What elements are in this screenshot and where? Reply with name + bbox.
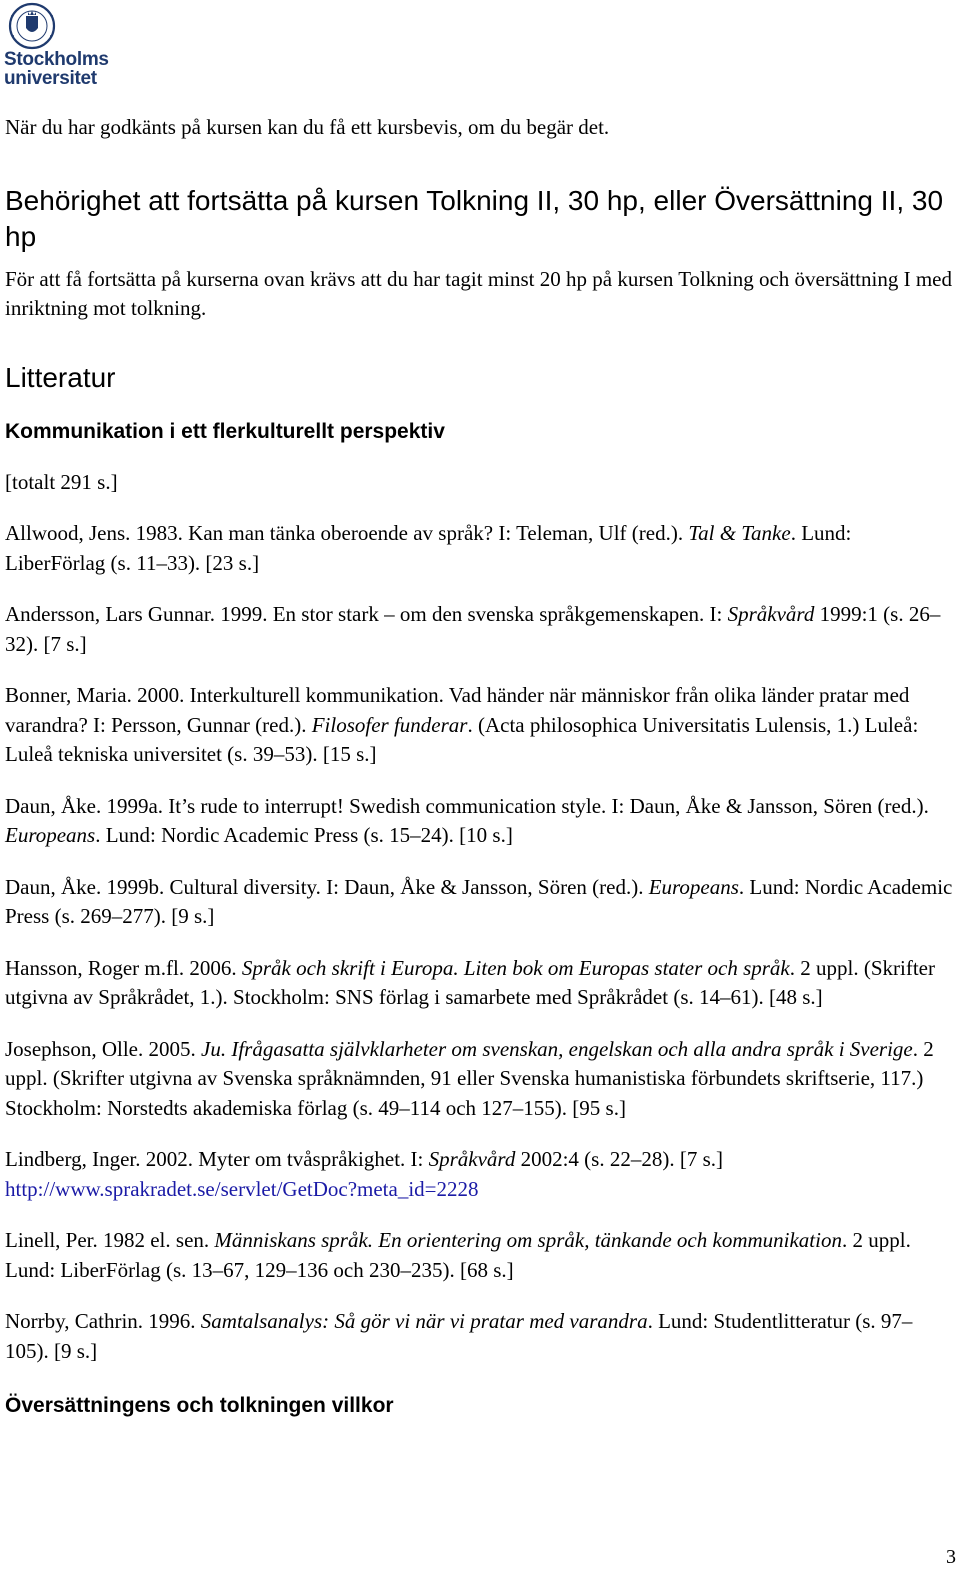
reference-entry: Josephson, Olle. 2005. Ju. Ifrågasatta självklarheter om svenskan, engelskan och alla andra språk i Sverige. 2 uppl. (Skrifter utgivna av Svenska språknämnden, 91 eller Svenska humanistiska förbundets skriftserie, 117.) Stockholm: Norstedts akademiska förlag (s. 49–114 och 127–155). [95 s.] xyxy=(5,1036,934,1120)
reference-entry: Norrby, Cathrin. 1996. Samtalsanalys: Så gör vi när vi pratar med varandra. Lund: Studentlitteratur (s. 97–105). [9 s.] xyxy=(5,1309,913,1363)
heading-behorighet: Behörighet att fortsätta på kursen Tolkning II, 30 hp, eller Översättning II, 30 hp xyxy=(5,184,944,252)
intro-text: När du har godkänts på kursen kan du få ett kursbevis, om du begär det. xyxy=(5,115,610,139)
page-number: 3 xyxy=(946,1546,956,1568)
reference-entry: Linell, Per. 1982 el. sen. Människans språk. En orientering om språk, tänkande och kommunikation. 2 uppl. Lund: LiberFörlag (s. 13–67, 129–136 och 230–235). [68 s.] xyxy=(5,1228,911,1282)
reference-link[interactable]: http://www.sprakradet.se/servlet/GetDoc?meta_id=2228 xyxy=(5,1176,479,1201)
logo-line-2: universitet xyxy=(4,68,97,89)
reference-entry: Allwood, Jens. 1983. Kan man tänka oberoende av språk? I: Teleman, Ulf (red.). Tal & Tanke. Lund: LiberFörlag (s. 11–33). [23 s.] xyxy=(5,521,852,575)
reference-entry: Daun, Åke. 1999a. It’s rude to interrupt! Swedish communication style. I: Daun, Åke & Jansson, Sören (red.). Europeans. Lund: Nordic Academic Press (s. 15–24). [10 s.] xyxy=(5,793,929,847)
subheading-kommunikation: Kommunikation i ett flerkulturellt perspektiv xyxy=(5,419,445,443)
behorighet-text: För att få fortsätta på kurserna ovan krävs att du har tagit minst 20 hp på kursen Tolkning och översättning I med inriktning mot tolkning. xyxy=(5,266,952,320)
university-seal-icon xyxy=(4,2,60,52)
document-body xyxy=(5,113,955,1420)
reference-entry: Lindberg, Inger. 2002. Myter om tvåspråkighet. I: Språkvård 2002:4 (s. 22–28). [7 s.] http://www.sprakradet.se/servlet/GetDoc?meta_id=2228 xyxy=(5,1147,723,1201)
heading-litteratur: Litteratur xyxy=(5,361,116,393)
logo-line-1: Stockholms xyxy=(4,49,109,70)
reference-entry: Hansson, Roger m.fl. 2006. Språk och skrift i Europa. Liten bok om Europas stater och språk. 2 uppl. (Skrifter utgivna av Språkrådet, 1.). Stockholm: SNS förlag i samarbete med Språkrådet (s. 14–61). [48 s.] xyxy=(5,955,935,1009)
reference-entry: Daun, Åke. 1999b. Cultural diversity. I: Daun, Åke & Jansson, Sören (red.). Europeans. Lund: Nordic Academic Press (s. 269–277). [9 s.] xyxy=(5,874,953,928)
subheading-oversattning: Översättningens och tolkningen villkor xyxy=(5,1394,394,1417)
reference-entry: Andersson, Lars Gunnar. 1999. En stor stark – om den svenska språkgemenskapen. I: Språkvård 1999:1 (s. 26–32). [7 s.] xyxy=(5,602,941,656)
university-logo xyxy=(4,2,114,88)
reference-entry: Bonner, Maria. 2000. Interkulturell kommunikation. Vad händer när människor från olika länder pratar med varandra? I: Persson, Gunnar (red.). Filosofer funderar. (Acta philosophica Universitatis Lulensis, 1.) Luleå: Luleå tekniska universitet (s. 39–53). [15 s.] xyxy=(5,683,919,766)
total-pages: [totalt 291 s.] xyxy=(5,469,118,494)
